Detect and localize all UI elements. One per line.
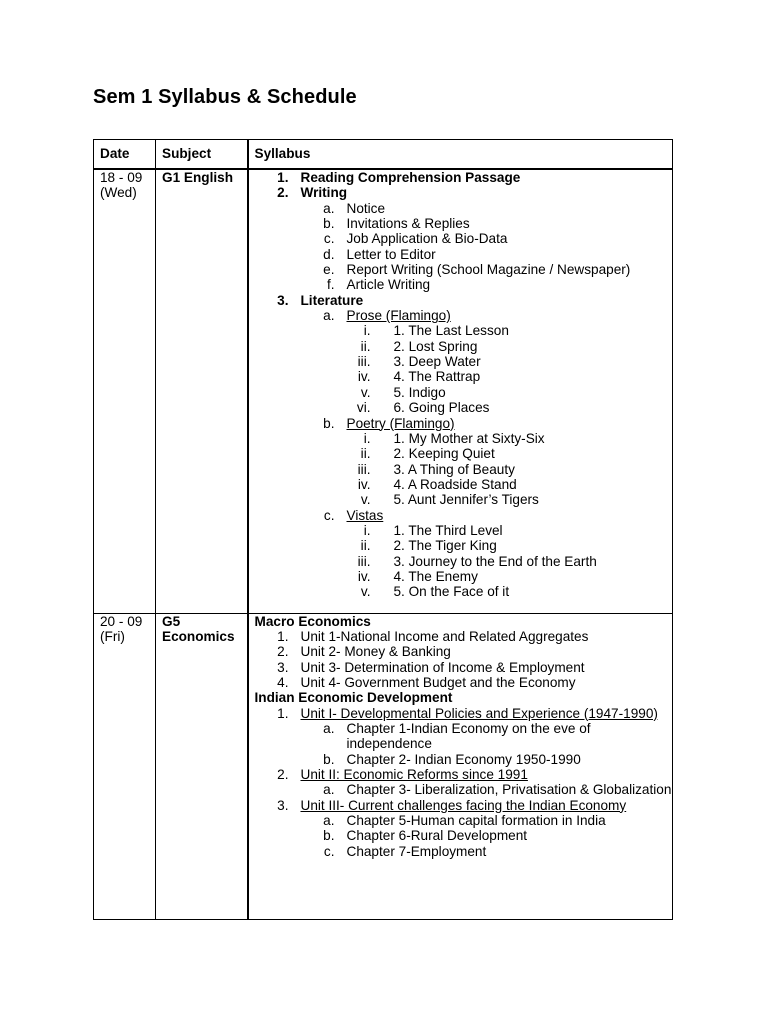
list-item	[255, 400, 673, 415]
list-item-text: Invitations & Replies	[346, 216, 470, 232]
table-row	[94, 613, 673, 919]
list-item-text: Article Writing	[346, 277, 431, 293]
list-marker: 1.	[277, 628, 289, 644]
list-marker: ii.	[360, 538, 371, 554]
list-marker: ii.	[360, 446, 371, 462]
list-item	[255, 170, 673, 185]
list-item	[255, 569, 673, 584]
list-item	[255, 201, 673, 216]
table-header-row	[94, 140, 673, 170]
list-marker: a.	[323, 812, 335, 828]
list-marker: 1.	[277, 170, 289, 185]
list-marker: 2.	[277, 644, 289, 660]
list-item-text: Unit I- Developmental Policies and Experience (1947-1990)	[300, 705, 658, 721]
list-marker: v.	[360, 492, 371, 508]
list-marker: i.	[363, 430, 371, 446]
list-item	[255, 231, 673, 246]
list-marker: i.	[363, 522, 371, 538]
list-item	[255, 431, 673, 446]
list-marker: 3.	[277, 797, 289, 813]
list-marker: vi.	[356, 400, 371, 416]
list-item	[255, 523, 673, 538]
list-item-text: Job Application & Bio-Data	[346, 231, 508, 247]
table-row	[94, 169, 673, 613]
list-marker: c.	[323, 507, 335, 523]
list-item-text: Vistas	[346, 507, 384, 523]
list-item-text: Unit III- Current challenges facing the Indian Economy	[300, 797, 627, 813]
list-item-text: Chapter 2- Indian Economy 1950-1990	[346, 751, 581, 767]
list-item	[255, 644, 673, 659]
subject-text: G1 English	[162, 170, 234, 185]
list-item	[255, 675, 673, 690]
list-item	[255, 247, 673, 262]
list-marker: b.	[323, 216, 335, 232]
list-marker: iv.	[357, 369, 371, 385]
list-marker: b.	[323, 415, 335, 431]
list-marker: c.	[323, 843, 335, 859]
list-item-text: 3. Journey to the End of the Earth	[393, 553, 597, 569]
syllabus-list	[255, 614, 673, 860]
list-item-text: Poetry (Flamingo)	[346, 415, 455, 431]
list-item	[255, 492, 673, 507]
list-item	[255, 813, 673, 828]
list-marker: 1.	[277, 705, 289, 721]
list-marker: d.	[323, 246, 335, 262]
list-marker: ii.	[360, 338, 371, 354]
list-item	[255, 462, 673, 477]
list-item-text: Reading Comprehension Passage	[300, 170, 521, 185]
list-item-text: 5. Aunt Jennifer’s Tigers	[393, 492, 539, 508]
list-item-text: Chapter 7-Employment	[346, 843, 487, 859]
list-item	[255, 706, 673, 721]
list-item-text: Unit II: Economic Reforms since 1991	[300, 766, 528, 782]
list-item	[255, 690, 673, 705]
list-marker: iv.	[357, 568, 371, 584]
list-item	[255, 614, 673, 629]
list-item-text: Macro Economics	[254, 613, 371, 629]
list-marker: a.	[323, 782, 335, 798]
list-item-text: Chapter 5-Human capital formation in India	[346, 812, 606, 828]
list-item	[255, 782, 673, 797]
list-item	[255, 446, 673, 461]
list-item-text: 2. Keeping Quiet	[393, 446, 495, 462]
syllabus-header: Syllabus	[248, 140, 673, 170]
date-text: 18 - 09 (Wed)	[100, 170, 143, 201]
list-marker: 3.	[277, 659, 289, 675]
list-item	[255, 554, 673, 569]
list-marker: a.	[323, 308, 335, 324]
list-item-text: 6. Going Places	[393, 400, 490, 416]
list-item-text: 3. A Thing of Beauty	[393, 461, 515, 477]
list-marker: iii.	[357, 354, 371, 370]
list-item-text: Chapter 6-Rural Development	[346, 828, 528, 844]
list-marker: e.	[323, 262, 335, 278]
list-item	[255, 216, 673, 231]
list-marker: 4.	[277, 674, 289, 690]
list-item	[255, 339, 673, 354]
list-item-text: 1. The Third Level	[393, 522, 503, 538]
list-item	[255, 629, 673, 644]
list-item	[255, 323, 673, 338]
list-marker: f.	[326, 277, 335, 293]
list-marker: i.	[363, 323, 371, 339]
subject-cell	[156, 613, 248, 919]
list-item-text: Unit 1-National Income and Related Aggregates	[300, 628, 589, 644]
schedule-table	[93, 139, 673, 920]
list-item	[255, 385, 673, 400]
list-item	[255, 538, 673, 553]
date-header: Date	[94, 140, 156, 170]
list-item-text: 2. Lost Spring	[393, 338, 478, 354]
list-item	[255, 752, 673, 767]
list-item-text: 4. The Rattrap	[393, 369, 481, 385]
list-marker: a.	[323, 720, 335, 736]
list-item	[255, 293, 673, 308]
list-item	[255, 308, 673, 323]
list-item	[255, 277, 673, 292]
list-item-text: 1. The Last Lesson	[393, 323, 509, 339]
list-item-text: Prose (Flamingo)	[346, 308, 451, 324]
list-item	[255, 416, 673, 431]
list-item	[255, 721, 673, 752]
list-item-text: Chapter 1-Indian Economy on the eve of independence	[346, 720, 591, 752]
syllabus-list	[255, 170, 673, 600]
list-item-text: Report Writing (School Magazine / Newspaper)	[346, 262, 631, 278]
date-cell	[94, 169, 156, 613]
list-item-text: Literature	[300, 292, 364, 308]
list-marker: b.	[323, 828, 335, 844]
list-item	[255, 798, 673, 813]
list-marker: 2.	[277, 185, 289, 201]
list-item-text: 4. The Enemy	[393, 568, 478, 584]
list-marker: iii.	[357, 553, 371, 569]
list-marker: v.	[360, 584, 371, 600]
list-marker: b.	[323, 751, 335, 767]
list-marker: 2.	[277, 766, 289, 782]
subject-cell	[156, 169, 248, 613]
list-item	[255, 508, 673, 523]
date-text: 20 - 09 (Fri)	[100, 613, 143, 644]
list-item	[255, 477, 673, 492]
list-item-text: Unit 4- Government Budget and the Economy	[300, 674, 576, 690]
list-item-text: 5. Indigo	[393, 384, 446, 400]
list-item	[255, 584, 673, 599]
list-item-text: Notice	[346, 200, 386, 216]
list-item-text: 3. Deep Water	[393, 354, 481, 370]
list-item	[255, 660, 673, 675]
list-item-text: Chapter 3- Liberalization, Privatisation & Globalization	[346, 782, 672, 798]
list-item-text: Unit 2- Money & Banking	[300, 644, 451, 660]
list-marker: iii.	[357, 461, 371, 477]
list-item-text: Unit 3- Determination of Income & Employment	[300, 659, 585, 675]
syllabus-cell	[248, 613, 673, 919]
subject-text: G5 Economics	[162, 613, 235, 644]
list-item-text: Indian Economic Development	[254, 690, 453, 706]
page-title: Sem 1 Syllabus & Schedule	[93, 86, 357, 108]
list-item	[255, 369, 673, 384]
list-marker: c.	[323, 231, 335, 247]
date-cell	[94, 613, 156, 919]
list-item-text: 2. The Tiger King	[393, 538, 497, 554]
list-item	[255, 828, 673, 843]
list-item	[255, 185, 673, 200]
list-item	[255, 844, 673, 859]
list-item-text: 4. A Roadside Stand	[393, 476, 517, 492]
list-item	[255, 262, 673, 277]
syllabus-cell	[248, 169, 673, 613]
list-marker: a.	[323, 200, 335, 216]
list-marker: 3.	[277, 292, 289, 308]
list-item	[255, 354, 673, 369]
list-marker: iv.	[357, 476, 371, 492]
list-item	[255, 767, 673, 782]
subject-header: Subject	[156, 140, 248, 170]
list-item-text: 5. On the Face of it	[393, 584, 510, 600]
list-item-text: Writing	[300, 185, 348, 201]
list-item-text: Letter to Editor	[346, 246, 436, 262]
list-marker: v.	[360, 384, 371, 400]
list-item-text: 1. My Mother at Sixty-Six	[393, 430, 545, 446]
